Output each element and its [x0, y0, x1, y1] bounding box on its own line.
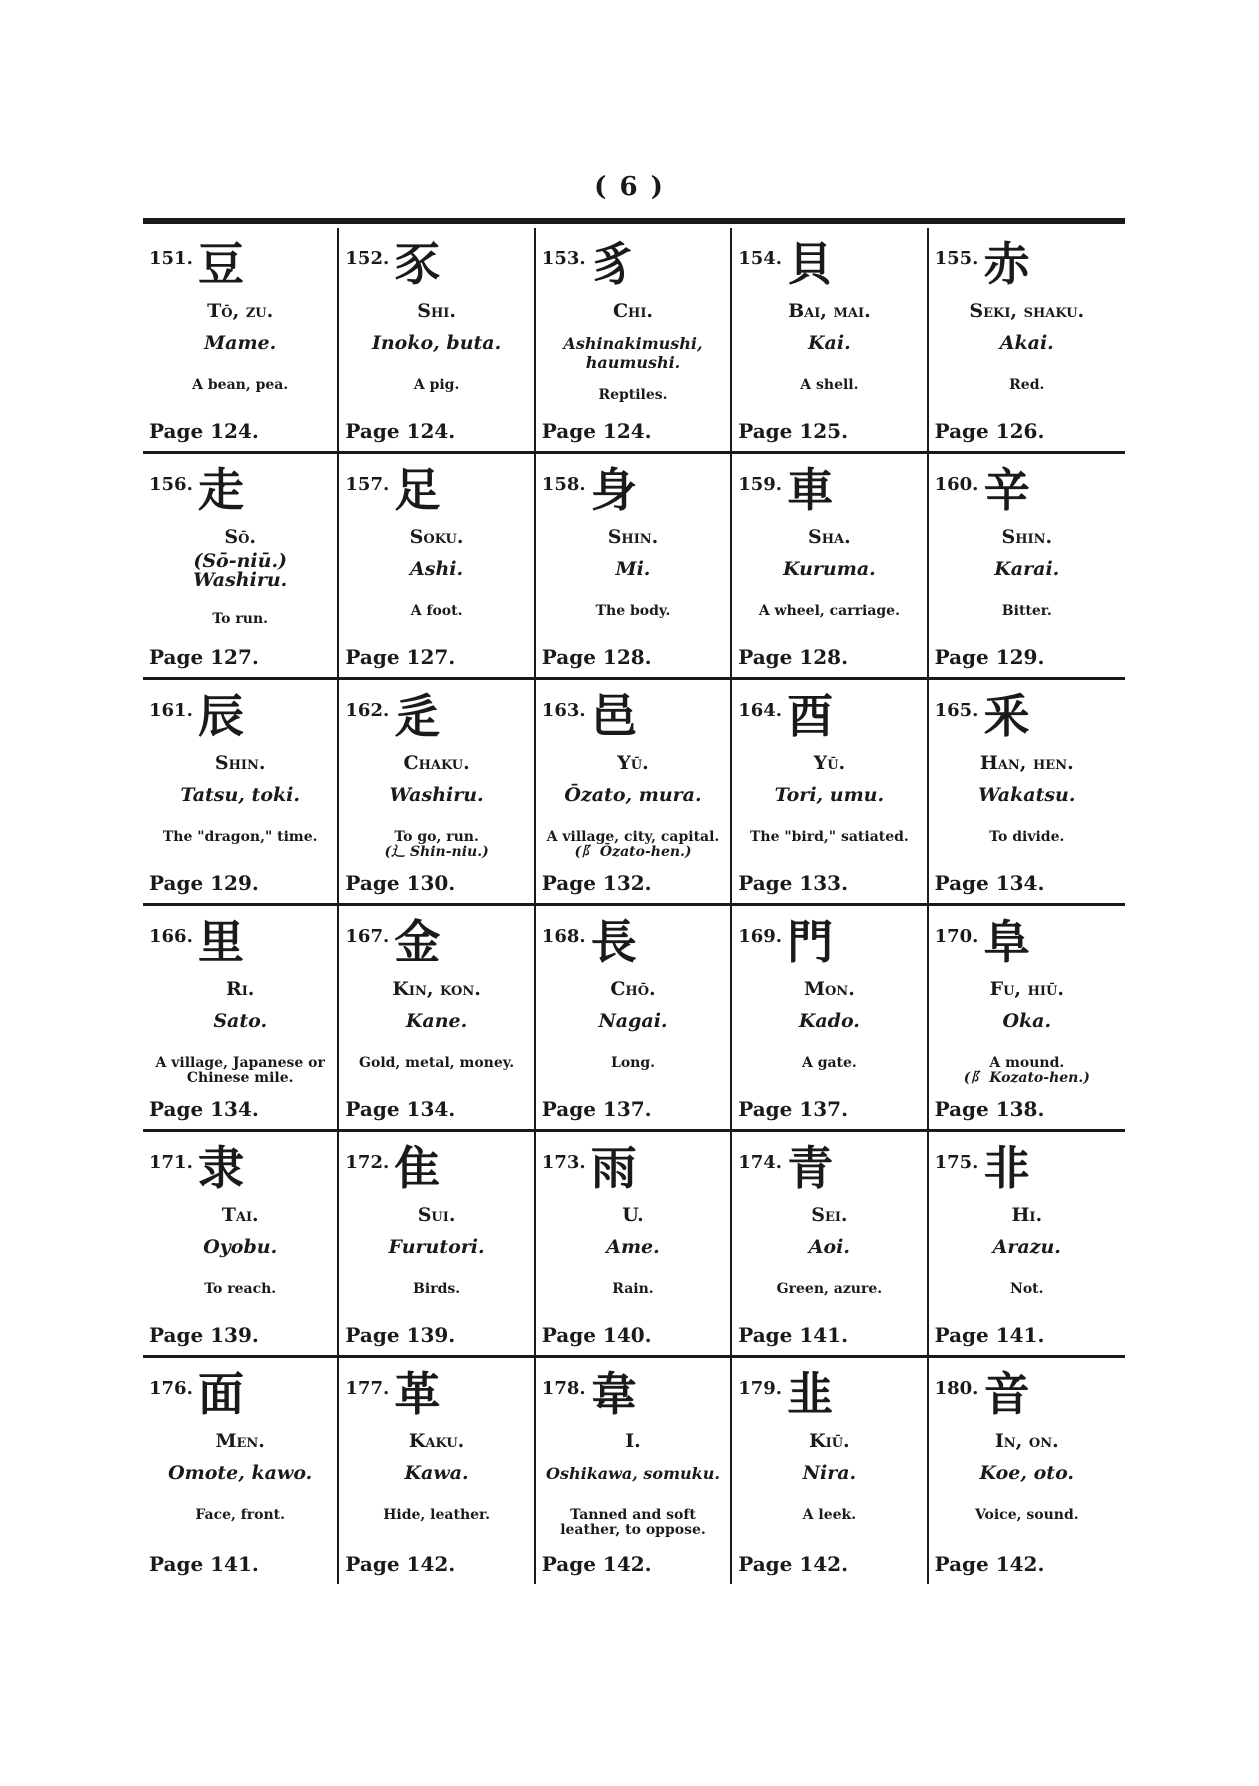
radical-entry	[732, 906, 928, 1132]
entry-kanji: 足	[394, 463, 441, 517]
radical-entry	[536, 1358, 732, 1584]
entry-kanji: 豸	[590, 237, 637, 291]
entry-gloss: To divide.	[989, 829, 1065, 845]
entry-kanji: 門	[787, 915, 834, 969]
entry-japanese-block	[339, 1012, 533, 1031]
entry-japanese-block	[536, 1238, 730, 1257]
entry-japanese-block	[536, 334, 730, 372]
entry-japanese: Nagai.	[598, 1010, 668, 1032]
entry-number: 161.	[149, 700, 193, 721]
entry-reading: Seki, shaku.	[969, 300, 1085, 322]
entry-japanese-block	[339, 786, 533, 805]
entry-radical-form: (辶 Shin-niu.)	[384, 844, 489, 860]
entry-gloss-block	[933, 1056, 1121, 1086]
entry-number: 171.	[149, 1152, 193, 1173]
entry-number: 178.	[541, 1378, 586, 1399]
entry-gloss-block	[147, 1508, 333, 1523]
radical-entry	[732, 1358, 928, 1584]
entry-kanji: 辵	[394, 689, 441, 743]
entry-page-ref: Page 125.	[738, 419, 849, 443]
radical-entry	[143, 228, 339, 454]
entry-reading: Kaku.	[408, 1430, 465, 1452]
entry-kanji: 雨	[590, 1141, 637, 1195]
entry-japanese: Washiru.	[193, 569, 288, 591]
entry-japanese: Kuruma.	[783, 558, 876, 580]
entry-japanese: Karai.	[994, 558, 1060, 580]
entry-japanese: Omote, kawo.	[168, 1462, 313, 1484]
entry-japanese-block	[929, 1464, 1125, 1483]
entry-kanji: 面	[198, 1367, 244, 1421]
entry-reading: Men.	[215, 1430, 265, 1452]
entry-kanji: 釆	[983, 689, 1030, 743]
entry-kanji: 隶	[198, 1141, 244, 1195]
entry-gloss-block	[540, 1508, 726, 1538]
entry-number: 165.	[934, 700, 979, 721]
entry-japanese: Kane.	[405, 1010, 468, 1032]
entry-number: 157.	[345, 474, 390, 495]
entry-japanese-block	[143, 334, 337, 353]
entry-page-ref: Page 142.	[738, 1552, 849, 1576]
entry-reading: Chō.	[610, 978, 656, 1000]
entry-japanese: Oyobu.	[203, 1236, 278, 1258]
entry-reading: Han, hen.	[979, 752, 1074, 774]
entry-gloss: Rain.	[612, 1281, 654, 1297]
entry-number: 173.	[541, 1152, 586, 1173]
entry-japanese-block	[536, 560, 730, 579]
entry-gloss: A leek.	[802, 1507, 857, 1523]
entry-page-ref: Page 134.	[345, 1097, 456, 1121]
entry-japanese-block	[536, 786, 730, 805]
top-rule	[143, 218, 1125, 224]
entry-reading: Bai, mai.	[788, 300, 871, 322]
entry-page-ref: Page 124.	[345, 419, 456, 443]
entry-alt-reading: (Sō-niū.)	[193, 550, 288, 572]
entry-gloss: To run.	[212, 611, 269, 627]
entry-gloss: Tanned and soft leather, to oppose.	[560, 1507, 706, 1538]
entry-japanese: Sato.	[213, 1010, 268, 1032]
entry-number: 152.	[345, 248, 390, 269]
entry-reading: I.	[625, 1430, 641, 1452]
entry-page-ref: Page 141.	[934, 1323, 1045, 1347]
entry-japanese: Mi.	[615, 558, 651, 580]
entry-reading: Yū.	[813, 752, 846, 774]
entry-gloss-block	[933, 830, 1121, 845]
entry-reading: Shi.	[417, 300, 456, 322]
radical-entry	[339, 906, 535, 1132]
entry-gloss: A village, Japanese or Chinese mile.	[155, 1055, 325, 1086]
entry-japanese: Oka.	[1002, 1010, 1052, 1032]
entry-gloss: A shell.	[800, 377, 859, 393]
page-number: ( 6 )	[594, 172, 665, 202]
entry-number: 156.	[149, 474, 193, 495]
entry-japanese-block	[536, 1464, 730, 1483]
entry-kanji: 豆	[198, 237, 244, 291]
entry-japanese: Kado.	[798, 1010, 860, 1032]
entry-reading: In, on.	[994, 1430, 1059, 1452]
entry-reading: Kin, kon.	[392, 978, 481, 1000]
entry-gloss-block	[736, 378, 922, 393]
entry-reading: Chi.	[612, 300, 654, 322]
entry-page-ref: Page 139.	[345, 1323, 456, 1347]
entry-reading: Shin.	[214, 752, 266, 774]
entry-gloss: Birds.	[413, 1281, 461, 1297]
entry-page-ref: Page 124.	[149, 419, 259, 443]
entry-japanese: Tori, umu.	[774, 784, 885, 806]
entry-japanese-block	[732, 1012, 926, 1031]
entry-gloss: Hide, leather.	[383, 1507, 490, 1523]
entry-number: 164.	[738, 700, 783, 721]
entry-japanese: Koe, oto.	[979, 1462, 1075, 1484]
entry-japanese-block	[929, 560, 1125, 579]
entry-japanese-block	[339, 560, 533, 579]
entry-page-ref: Page 137.	[738, 1097, 849, 1121]
entry-japanese-block	[929, 334, 1125, 353]
entry-number: 168.	[541, 926, 586, 947]
entry-number: 155.	[934, 248, 979, 269]
entry-gloss-block	[540, 830, 726, 860]
entry-kanji: 貝	[787, 237, 834, 291]
entry-page-ref: Page 129.	[934, 645, 1045, 669]
entry-page-ref: Page 128.	[541, 645, 652, 669]
entry-japanese-block	[929, 1012, 1125, 1031]
entry-gloss: Face, front.	[195, 1507, 286, 1523]
radical-entry	[536, 454, 732, 680]
entry-number: 163.	[541, 700, 586, 721]
entry-radical-form: (阝 Ōzato-hen.)	[574, 844, 692, 860]
entry-page-ref: Page 134.	[149, 1097, 259, 1121]
entry-number: 169.	[738, 926, 783, 947]
entry-number: 162.	[345, 700, 390, 721]
entry-page-ref: Page 141.	[738, 1323, 849, 1347]
radical-entry	[536, 906, 732, 1132]
entry-kanji: 里	[198, 915, 244, 969]
entry-gloss-block	[343, 604, 529, 619]
entry-number: 179.	[738, 1378, 783, 1399]
entry-japanese-block	[732, 786, 926, 805]
entry-reading: Sha.	[808, 526, 851, 548]
radical-entry	[929, 906, 1125, 1132]
entry-japanese: Furutori.	[388, 1236, 485, 1258]
radical-entry	[339, 1358, 535, 1584]
entry-gloss-block	[343, 1508, 529, 1523]
entry-kanji: 韋	[590, 1367, 637, 1421]
entry-number: 160.	[934, 474, 979, 495]
entry-page-ref: Page 130.	[345, 871, 456, 895]
entry-kanji: 革	[394, 1367, 441, 1421]
entry-japanese-block	[732, 334, 926, 353]
entry-japanese-block	[732, 1464, 926, 1483]
entry-number: 176.	[149, 1378, 193, 1399]
entry-japanese: Tatsu, toki.	[180, 784, 300, 806]
entry-gloss-block	[147, 612, 333, 627]
entry-japanese: Mame.	[204, 332, 277, 354]
entry-page-ref: Page 129.	[149, 871, 259, 895]
entry-japanese-block	[143, 786, 337, 805]
entry-page-ref: Page 127.	[149, 645, 259, 669]
entry-gloss-block	[933, 1282, 1121, 1297]
entry-page-ref: Page 132.	[541, 871, 652, 895]
entry-page-ref: Page 137.	[541, 1097, 652, 1121]
entry-gloss-block	[147, 830, 333, 845]
entry-page-ref: Page 127.	[345, 645, 456, 669]
entry-japanese: Ame.	[606, 1236, 660, 1258]
radical-entry	[732, 680, 928, 906]
entry-reading: Shin.	[607, 526, 659, 548]
entry-kanji: 辛	[983, 463, 1030, 517]
entry-kanji: 金	[394, 915, 441, 969]
entry-page-ref: Page 139.	[149, 1323, 259, 1347]
entry-gloss-block	[933, 1508, 1121, 1523]
entry-reading: Sui.	[417, 1204, 456, 1226]
entry-kanji: 青	[787, 1141, 834, 1195]
entry-gloss: The body.	[595, 603, 671, 619]
entry-japanese: Washiru.	[389, 784, 484, 806]
entry-gloss: Green, azure.	[776, 1281, 883, 1297]
entry-japanese-block	[143, 1464, 337, 1483]
entry-kanji: 赤	[983, 237, 1030, 291]
entry-gloss-block	[343, 1056, 529, 1071]
entry-japanese-block	[929, 786, 1125, 805]
entry-reading: Fu, hiū.	[989, 978, 1064, 1000]
entry-japanese: Oshikawa, somuku.	[546, 1464, 720, 1483]
entry-number: 172.	[345, 1152, 390, 1173]
entry-number: 175.	[934, 1152, 979, 1173]
radical-entry	[536, 1132, 732, 1358]
entry-reading: Shin.	[1001, 526, 1053, 548]
entry-gloss-block	[736, 1282, 922, 1297]
entry-gloss-block	[343, 1282, 529, 1297]
entry-page-ref: Page 134.	[934, 871, 1045, 895]
entry-japanese-block	[732, 560, 926, 579]
entry-number: 177.	[345, 1378, 390, 1399]
entry-number: 159.	[738, 474, 783, 495]
entry-gloss: Voice, sound.	[974, 1507, 1079, 1523]
entry-japanese: Nira.	[802, 1462, 857, 1484]
entry-number: 167.	[345, 926, 390, 947]
entry-gloss: Not.	[1010, 1281, 1044, 1297]
entry-gloss: Red.	[1009, 377, 1045, 393]
entry-gloss: A gate.	[801, 1055, 857, 1071]
radical-entry	[143, 1358, 339, 1584]
entry-radical-form: (阝 Kozato-hen.)	[963, 1070, 1090, 1086]
entry-japanese-block	[339, 1238, 533, 1257]
entry-gloss-block	[736, 830, 922, 845]
entry-japanese: Ōzato, mura.	[564, 784, 702, 806]
entry-number: 180.	[934, 1378, 979, 1399]
entry-number: 153.	[541, 248, 586, 269]
entry-gloss-block	[343, 830, 529, 860]
entry-gloss: The "bird," satiated.	[749, 829, 909, 845]
entry-gloss: A mound.	[989, 1055, 1065, 1071]
entry-page-ref: Page 140.	[541, 1323, 652, 1347]
radical-entry	[929, 1358, 1125, 1584]
entry-japanese: Wakatsu.	[978, 784, 1076, 806]
radical-entry	[536, 680, 732, 906]
entry-kanji: 身	[590, 463, 637, 517]
entry-gloss: Long.	[610, 1055, 655, 1071]
entry-japanese-block	[536, 1012, 730, 1031]
entry-page-ref: Page 142.	[345, 1552, 456, 1576]
radical-entry	[732, 454, 928, 680]
entry-gloss-block	[540, 1056, 726, 1071]
radical-entry	[143, 680, 339, 906]
entry-japanese: Aoi.	[808, 1236, 851, 1258]
radical-entry	[929, 680, 1125, 906]
radical-entry	[339, 228, 535, 454]
radical-entry	[339, 680, 535, 906]
entry-reading: Ri.	[225, 978, 255, 1000]
entry-reading: Hi.	[1011, 1204, 1043, 1226]
entry-kanji: 辰	[198, 689, 244, 743]
radical-entry	[339, 1132, 535, 1358]
radical-entry	[929, 454, 1125, 680]
entry-gloss: A wheel, carriage.	[758, 603, 900, 619]
entry-page-ref: Page 142.	[934, 1552, 1045, 1576]
entry-japanese: Inoko, buta.	[371, 332, 502, 354]
entry-number: 166.	[149, 926, 193, 947]
entry-japanese-block	[339, 334, 533, 353]
entry-gloss-block	[736, 604, 922, 619]
radical-table	[143, 228, 1125, 1584]
entry-kanji: 車	[787, 463, 834, 517]
entry-gloss: A foot.	[410, 603, 463, 619]
entry-gloss-block	[343, 378, 529, 393]
entry-kanji: 酉	[787, 689, 834, 743]
entry-reading: Soku.	[409, 526, 464, 548]
entry-japanese-block	[143, 1012, 337, 1031]
entry-gloss: Reptiles.	[598, 387, 668, 403]
entry-gloss: A village, city, capital.	[546, 829, 720, 845]
entry-kanji: 阜	[983, 915, 1030, 969]
entry-gloss: A pig.	[413, 377, 460, 393]
entry-japanese: Arazu.	[992, 1236, 1061, 1258]
entry-japanese-block	[929, 1238, 1125, 1257]
entry-gloss-block	[147, 1282, 333, 1297]
entry-page-ref: Page 128.	[738, 645, 849, 669]
entry-gloss-block	[147, 378, 333, 393]
entry-number: 154.	[738, 248, 783, 269]
entry-gloss: The "dragon," time.	[162, 829, 318, 845]
entry-reading: U.	[622, 1204, 644, 1226]
entry-kanji: 韭	[787, 1367, 834, 1421]
entry-kanji: 長	[590, 915, 637, 969]
entry-gloss: A bean, pea.	[192, 377, 289, 393]
entry-reading: Mon.	[803, 978, 855, 1000]
entry-gloss-block	[147, 1056, 333, 1086]
entry-reading: Tai.	[221, 1204, 259, 1226]
radical-entry	[143, 454, 339, 680]
radical-entry	[929, 228, 1125, 454]
entry-kanji: 非	[983, 1141, 1030, 1195]
entry-kanji: 邑	[590, 689, 637, 743]
entry-reading: Chaku.	[403, 752, 470, 774]
entry-gloss-block	[933, 378, 1121, 393]
entry-kanji: 音	[983, 1367, 1030, 1421]
radical-entry	[143, 906, 339, 1132]
entry-japanese: Ashinakimushi, haumushi.	[563, 334, 703, 372]
entry-number: 158.	[541, 474, 586, 495]
entry-kanji: 豕	[394, 237, 441, 291]
entry-reading: Yū.	[617, 752, 649, 774]
radical-entry	[536, 228, 732, 454]
entry-japanese: Kai.	[808, 332, 851, 354]
entry-gloss-block	[933, 604, 1121, 619]
entry-gloss: To go, run.	[394, 829, 479, 845]
entry-page-ref: Page 142.	[541, 1552, 652, 1576]
entry-kanji: 走	[198, 463, 244, 517]
entry-reading: Kiū.	[809, 1430, 850, 1452]
entry-japanese-block	[732, 1238, 926, 1257]
entry-gloss-block	[540, 388, 726, 403]
entry-japanese: Ashi.	[410, 558, 464, 580]
entry-gloss: Bitter.	[1001, 603, 1052, 619]
entry-gloss: Gold, metal, money.	[359, 1055, 515, 1071]
radical-entry	[929, 1132, 1125, 1358]
entry-reading: Sō.	[224, 526, 257, 548]
entry-japanese-block	[143, 552, 337, 590]
entry-number: 174.	[738, 1152, 783, 1173]
entry-gloss: To reach.	[204, 1281, 277, 1297]
entry-japanese: Akai.	[999, 332, 1054, 354]
entry-kanji: 隹	[394, 1141, 441, 1195]
entry-gloss-block	[736, 1508, 922, 1523]
entry-page-ref: Page 138.	[934, 1097, 1045, 1121]
entry-gloss-block	[736, 1056, 922, 1071]
entry-gloss-block	[540, 604, 726, 619]
radical-entry	[339, 454, 535, 680]
entry-japanese-block	[143, 1238, 337, 1257]
entry-page-ref: Page 124.	[541, 419, 652, 443]
radical-entry	[732, 1132, 928, 1358]
entry-page-ref: Page 133.	[738, 871, 849, 895]
entry-reading: Sei.	[811, 1204, 848, 1226]
radical-entry	[143, 1132, 339, 1358]
entry-number: 151.	[149, 248, 193, 269]
radical-entry	[732, 228, 928, 454]
entry-page-ref: Page 141.	[149, 1552, 259, 1576]
entry-reading: Tō, zu.	[207, 300, 274, 322]
entry-japanese-block	[339, 1464, 533, 1483]
entry-page-ref: Page 126.	[934, 419, 1045, 443]
entry-number: 170.	[934, 926, 979, 947]
entry-gloss-block	[540, 1282, 726, 1297]
entry-japanese: Kawa.	[404, 1462, 469, 1484]
